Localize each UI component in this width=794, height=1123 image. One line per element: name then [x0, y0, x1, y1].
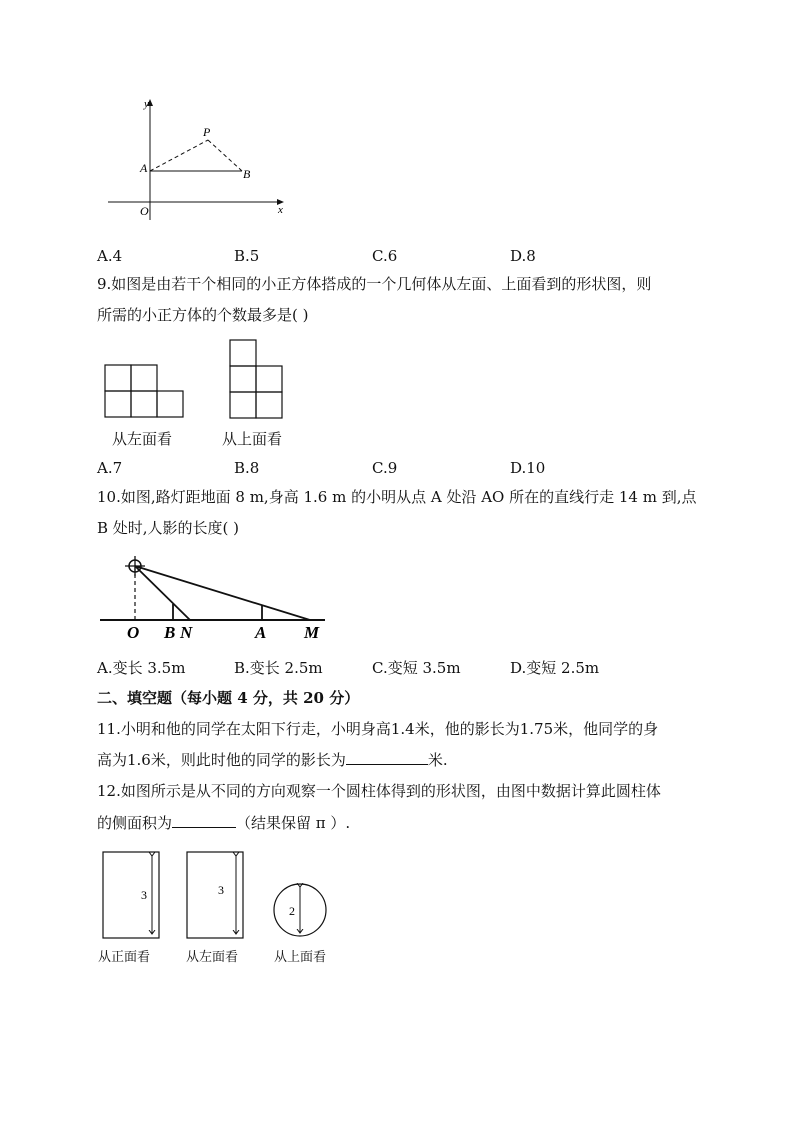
- q9-option-c[interactable]: C.9: [372, 459, 398, 477]
- label-x: x: [278, 204, 283, 216]
- section2-title: 二、填空题（每小题 4 分，共 20 分）: [97, 689, 360, 707]
- label-b: B: [243, 167, 251, 181]
- q12-three-views-figure: [98, 846, 338, 942]
- q9-caption-top: 从上面看: [222, 430, 283, 448]
- q8-option-c[interactable]: C.6: [372, 247, 398, 265]
- q12-answer-blank[interactable]: [172, 813, 236, 828]
- front-dimension-label: 3: [141, 888, 147, 902]
- label-o: O: [140, 204, 149, 218]
- q8-option-a[interactable]: A.4: [97, 247, 123, 265]
- q9-option-d[interactable]: D.10: [510, 459, 546, 477]
- label-a: A: [255, 623, 267, 642]
- q12-text-post: （结果保留 π ）.: [236, 814, 351, 832]
- q10-option-c[interactable]: C.变短 3.5m: [372, 659, 461, 677]
- q8-option-d[interactable]: D.8: [510, 247, 536, 265]
- q9-top-view-figure: [229, 339, 285, 421]
- q12-caption-top: 从上面看: [274, 950, 327, 965]
- q8-option-b[interactable]: B.5: [234, 247, 260, 265]
- q9-option-a[interactable]: A.7: [97, 459, 123, 477]
- q9-option-b[interactable]: B.8: [234, 459, 260, 477]
- left-view-rect: [187, 852, 243, 938]
- q10-option-a[interactable]: A.变长 3.5m: [97, 659, 186, 677]
- q9-left-view-figure: [104, 364, 186, 420]
- top-dimension-label: 2: [289, 904, 295, 918]
- front-view-rect: [103, 852, 159, 938]
- segment-pb: [208, 140, 242, 171]
- q10-streetlight-figure: [100, 552, 335, 644]
- q12-text-pre: 的侧面积为: [97, 814, 173, 832]
- label-m: M: [304, 623, 320, 642]
- label-n: N: [180, 623, 193, 642]
- q10-text-line1: 10.如图,路灯距地面 8 m,身高 1.6 m 的小明从点 A 处沿 AO 所在的直线行走 14 m 到,点: [97, 488, 697, 506]
- q9-text-line1: 9.如图是由若干个相同的小正方体搭成的一个几何体从左面、上面看到的形状图，则: [97, 275, 652, 293]
- left-dimension-label: 3: [218, 883, 224, 897]
- q12-caption-left: 从左面看: [186, 950, 239, 965]
- q8-coordinate-figure: [100, 95, 300, 225]
- label-y: y: [144, 98, 149, 110]
- q11-text-line2: [97, 749, 448, 771]
- label-a: A: [140, 161, 148, 175]
- q12-caption-front: 从正面看: [98, 950, 151, 965]
- label-b: B: [164, 623, 176, 642]
- q10-option-d[interactable]: D.变短 2.5m: [510, 659, 600, 677]
- q11-text-pre: 高为1.6米，则此时他的同学的影长为: [97, 751, 346, 769]
- q12-text-line1: 12.如图所示是从不同的方向观察一个圆柱体得到的形状图，由图中数据计算此圆柱体: [97, 782, 661, 800]
- q11-text-post: 米.: [427, 751, 448, 769]
- q9-text-line2: 所需的小正方体的个数最多是( ): [97, 306, 309, 324]
- q11-answer-blank[interactable]: [346, 750, 428, 765]
- q12-text-line2: [97, 812, 350, 834]
- q10-option-b[interactable]: B.变长 2.5m: [234, 659, 323, 677]
- q10-text-line2: B 处时,人影的长度( ): [97, 519, 240, 537]
- segment-ap: [150, 140, 208, 171]
- q9-caption-left: 从左面看: [112, 430, 173, 448]
- q11-text-line1: 11.小明和他的同学在太阳下行走，小明身高1.4米，他的影长为1.75米，他同学的身: [97, 720, 659, 738]
- label-o: O: [127, 623, 140, 642]
- label-p: P: [203, 125, 211, 139]
